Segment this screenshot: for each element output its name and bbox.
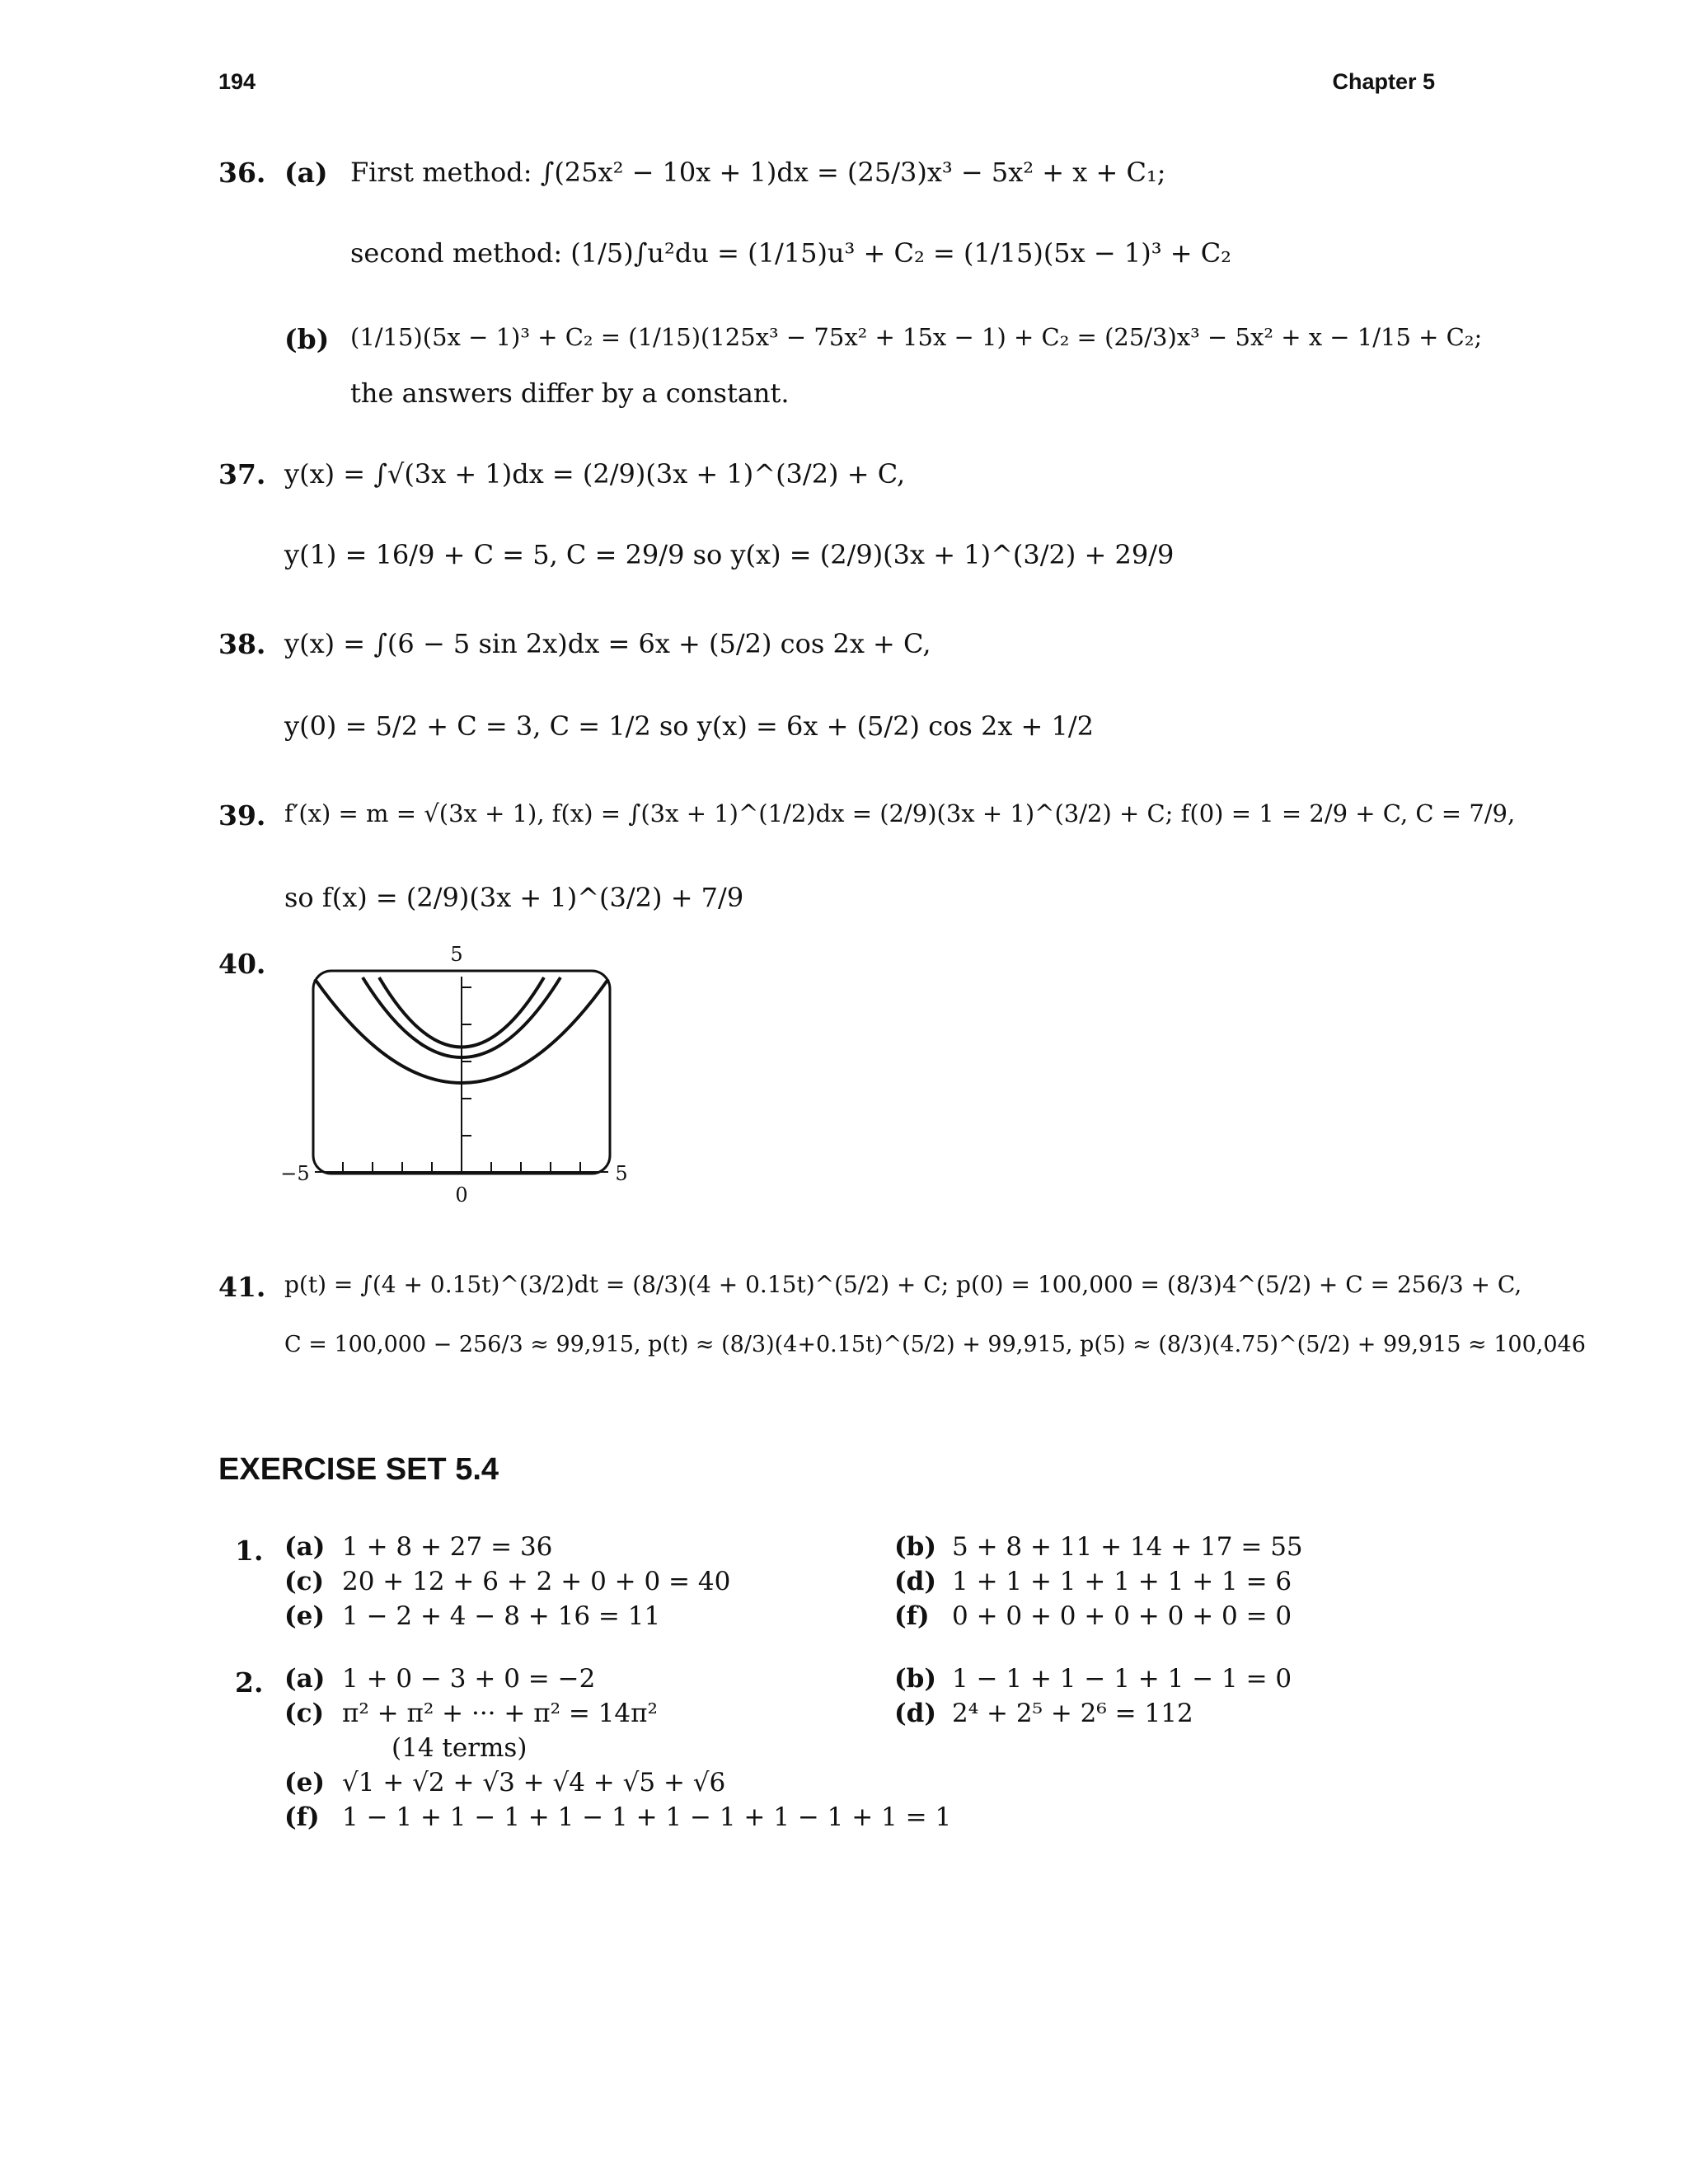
- exercise-set-title: EXERCISE SET 5.4: [218, 1452, 499, 1487]
- problem-number-39: 39.: [218, 799, 266, 832]
- exercise-1-right-item: [894, 1564, 1303, 1599]
- exercise-2-left-item-label: (f): [284, 1802, 320, 1832]
- problem-number-41: 41.: [218, 1271, 266, 1303]
- graph-40: [272, 940, 635, 1212]
- problem-number-38: 38.: [218, 628, 266, 660]
- exercise-2-left-item-value: √1 + √2 + √3 + √4 + √5 + √6: [342, 1768, 726, 1797]
- y-max-label: 5: [450, 943, 463, 966]
- part-label-36b: (b): [284, 323, 330, 355]
- exercise-2-right-item-value: 1 − 1 + 1 − 1 + 1 − 1 = 0: [952, 1664, 1292, 1694]
- exercise-1-right-item-label: (d): [894, 1567, 937, 1596]
- exercise-1-right-column: [894, 1530, 1303, 1633]
- equation-37-line1: y(x) = ∫√(3x + 1)dx = (2/9)(3x + 1)^(3/2) + C,: [284, 458, 906, 490]
- exercise-2-left-item-label: (c): [284, 1699, 325, 1728]
- exercise-2-right-item: [894, 1661, 1292, 1696]
- exercise-1-right-item: [894, 1530, 1303, 1564]
- exercise-2-right-column: [894, 1661, 1292, 1731]
- exercise-1-left-item-label: (e): [284, 1601, 326, 1631]
- exercise-2-left-item-value: 1 + 0 − 3 + 0 = −2: [342, 1664, 596, 1694]
- exercise-1-right-item-value: 5 + 8 + 11 + 14 + 17 = 55: [952, 1532, 1303, 1562]
- exercise-1-left-item: [284, 1599, 730, 1633]
- exercise-1-right-item-label: (f): [894, 1601, 930, 1631]
- exercise-2-left-item: [284, 1765, 951, 1800]
- text-36b-line2: the answers differ by a constant.: [350, 377, 790, 409]
- exercise-2-right-item-label: (b): [894, 1664, 937, 1694]
- exercise-1-left-item-value: 1 + 8 + 27 = 36: [342, 1532, 553, 1562]
- equation-38-line1: y(x) = ∫(6 − 5 sin 2x)dx = 6x + (5/2) cos 2x + C,: [284, 628, 931, 659]
- exercise-2-right-item: [894, 1696, 1292, 1731]
- x-origin-label: 0: [455, 1183, 468, 1207]
- exercise-1-right-item-value: 1 + 1 + 1 + 1 + 1 + 1 = 6: [952, 1567, 1292, 1596]
- exercise-1-left-item-label: (c): [284, 1567, 325, 1596]
- equation-41-line1: p(t) = ∫(4 + 0.15t)^(3/2)dt = (8/3)(4 + 0.15t)^(5/2) + C; p(0) = 100,000 = (8/3)4^(5/2) + C = 256/3 + C,: [284, 1271, 1522, 1298]
- equation-41-line2: C = 100,000 − 256/3 ≈ 99,915, p(t) ≈ (8/3)(4+0.15t)^(5/2) + 99,915, p(5) ≈ (8/3)(4.75)^(5/2) + 99,915 ≈ 100,046: [284, 1332, 1586, 1357]
- problem-number-40: 40.: [218, 948, 266, 980]
- equation-38-line2: y(0) = 5/2 + C = 3, C = 1/2 so y(x) = 6x + (5/2) cos 2x + 1/2: [284, 710, 1095, 742]
- exercise-2-left-item: [284, 1696, 951, 1731]
- exercise-number-1: 1.: [235, 1535, 264, 1567]
- exercise-1-left-item-label: (a): [284, 1532, 326, 1562]
- exercise-2-right-item-label: (d): [894, 1699, 937, 1728]
- exercise-2-left-item-value: 1 − 1 + 1 − 1 + 1 − 1 + 1 − 1 + 1 − 1 + 1 = 1: [342, 1802, 952, 1832]
- exercise-1-right-item-value: 0 + 0 + 0 + 0 + 0 + 0 = 0: [952, 1601, 1292, 1631]
- exercise-1-right-item: [894, 1599, 1303, 1633]
- exercise-1-left-column: [284, 1530, 730, 1633]
- x-max-label: 5: [615, 1162, 628, 1185]
- exercise-2-right-item-value: 2⁴ + 2⁵ + 2⁶ = 112: [952, 1699, 1193, 1728]
- exercise-2-left-item: [284, 1661, 951, 1696]
- exercise-2-left-column: [284, 1661, 951, 1835]
- chapter-title: Chapter 5: [1332, 69, 1435, 94]
- equation-36b-line1: (1/15)(5x − 1)³ + C₂ = (1/15)(125x³ − 75x² + 15x − 1) + C₂ = (25/3)x³ − 5x² + x − 1/15 + C₂;: [350, 323, 1483, 351]
- exercise-2-left-item-label: (e): [284, 1768, 326, 1797]
- exercise-2-left-item-label: (a): [284, 1664, 326, 1694]
- page-number: 194: [218, 69, 256, 94]
- part-label-36a: (a): [284, 157, 328, 189]
- exercise-1-left-item-value: 20 + 12 + 6 + 2 + 0 + 0 = 40: [342, 1567, 731, 1596]
- exercise-1-left-item: [284, 1564, 730, 1599]
- equation-39-line1: f′(x) = m = √(3x + 1), f(x) = ∫(3x + 1)^(1/2)dx = (2/9)(3x + 1)^(3/2) + C; f(0) = 1 = 2/9 + C, C = 7/9,: [284, 799, 1516, 827]
- y-ticks: [462, 987, 471, 1136]
- exercise-2-left-item-value: (14 terms): [392, 1733, 528, 1763]
- equation-36a-line2: second method: (1/5)∫u²du = (1/15)u³ + C₂ = (1/15)(5x − 1)³ + C₂: [350, 237, 1231, 269]
- problem-number-37: 37.: [218, 458, 266, 490]
- exercise-2-left-item-value: π² + π² + ··· + π² = 14π²: [342, 1699, 658, 1728]
- exercise-1-left-item-value: 1 − 2 + 4 − 8 + 16 = 11: [342, 1601, 661, 1631]
- equation-36a-line1: First method: ∫(25x² − 10x + 1)dx = (25/3)x³ − 5x² + x + C₁;: [350, 157, 1166, 188]
- equation-39-line2: so f(x) = (2/9)(3x + 1)^(3/2) + 7/9: [284, 882, 744, 913]
- x-min-label: −5: [280, 1162, 310, 1185]
- exercise-1-left-item: [284, 1530, 730, 1564]
- equation-37-line2: y(1) = 16/9 + C = 5, C = 29/9 so y(x) = (2/9)(3x + 1)^(3/2) + 29/9: [284, 539, 1175, 570]
- exercise-1-right-item-label: (b): [894, 1532, 937, 1562]
- problem-number-36: 36.: [218, 157, 266, 189]
- exercise-number-2: 2.: [235, 1666, 264, 1699]
- exercise-2-left-item: [284, 1731, 951, 1765]
- exercise-2-left-item: [284, 1800, 951, 1835]
